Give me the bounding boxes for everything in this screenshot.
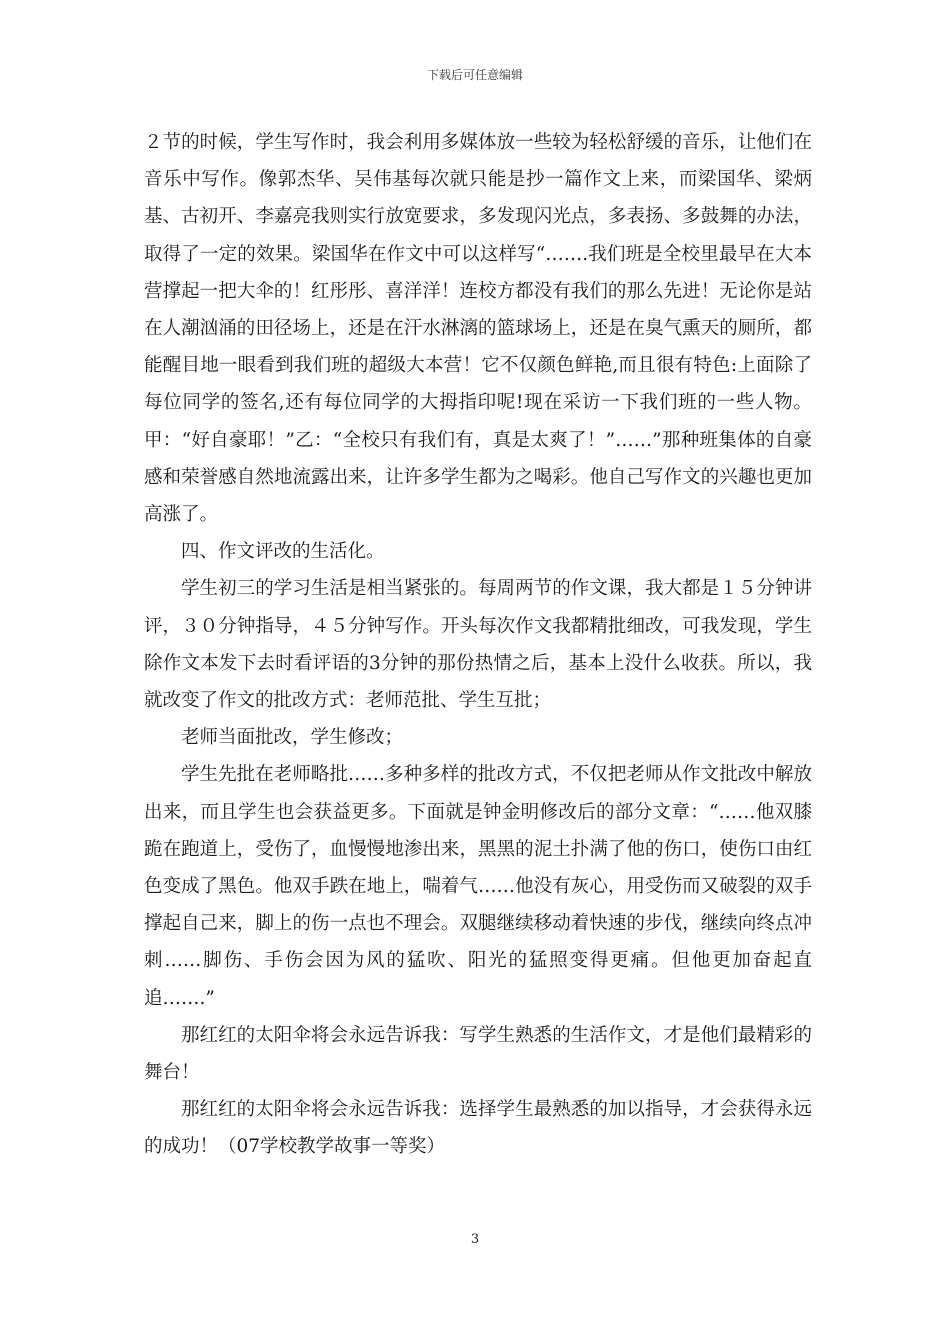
paragraph-4: 老师当面批改，学生修改； [181,727,404,749]
page-header: 下载后可任意编辑 [426,68,523,82]
paragraph-1: ２节的时候，学生写作时，我会利用多媒体放一些较为轻松舒缓的音乐，让他们在音乐中写作。像郭杰华、吴伟基每次就只能是抄一篇作文上来，而梁国华、梁炳基、古初开、李嘉亮我则实行放宽要求，多发现闪光点，多表扬、多鼓舞的办法，取得了一定的效果。梁国华在作文中可以这样写“…….我们班是全校里最早在大本营撑起一把大伞的！红彤彤、喜洋洋！连校方都没有我们的那么先进！无论你是站在人潮汹涌的田径场上，还是在汗水淋漓的篮球场上，还是在臭气熏天的厕所，都能醒目地一眼看到我们班的超级大本营！它不仅颜色鲜艳,而且很有特色:上面除了每位同学的签名,还有每位同学的大拇指印呢!现在采访一下我们班的一些人物。甲：“好自豪耶！”乙：“全校只有我们有，真是太爽了！”……”那种班集体的自豪感和荣誉感自然地流露出来，让许多学生都为之喝彩。他自己写作文的兴趣也更加高涨了。 [144,132,812,526]
paragraph-3: 学生初三的学习生活是相当紧张的。每周两节的作文课，我大都是１５分钟讲评，３０分钟指导，４５分钟写作。开头每次作文我都精批细改，可我发现，学生除作文本发下去时看评语的3分钟的那份热情之后，基本上没什么收获。所以，我就改变了作文的批改方式：老师范批、学生互批； [144,578,812,712]
paragraph-6: 那红红的太阳伞将会永远告诉我：写学生熟悉的生活作文，才是他们最精彩的舞台！ [144,1024,812,1084]
page-number: 3 [470,1232,480,1247]
paragraph-7: 那红红的太阳伞将会永远告诉我：选择学生最熟悉的加以指导，才会获得永远的成功！（07学校教学故事一等奖） [144,1099,812,1158]
document-body [144,124,812,1166]
paragraph-5: 学生先批在老师略批……多种多样的批改方式，不仅把老师从作文批改中解放出来，而且学生也会获益更多。下面就是钟金明修改后的部分文章：“……他双膝跪在跑道上，受伤了，血慢慢地渗出来，黑黑的泥土扑满了他的伤口，使伤口由红色变成了黑色。他双手跌在地上，喘着气……他没有灰心，用受伤而又破裂的双手撑起自己来，脚上的伤一点也不理会。双腿继续移动着快速的步伐，继续向终点冲刺……脚伤、手伤会因为风的猛吹、阳光的猛照变得更痛。但他更加奋起直追…….” [144,764,812,1009]
paragraph-2-section-heading: 四、作文评改的生活化。 [181,541,385,563]
